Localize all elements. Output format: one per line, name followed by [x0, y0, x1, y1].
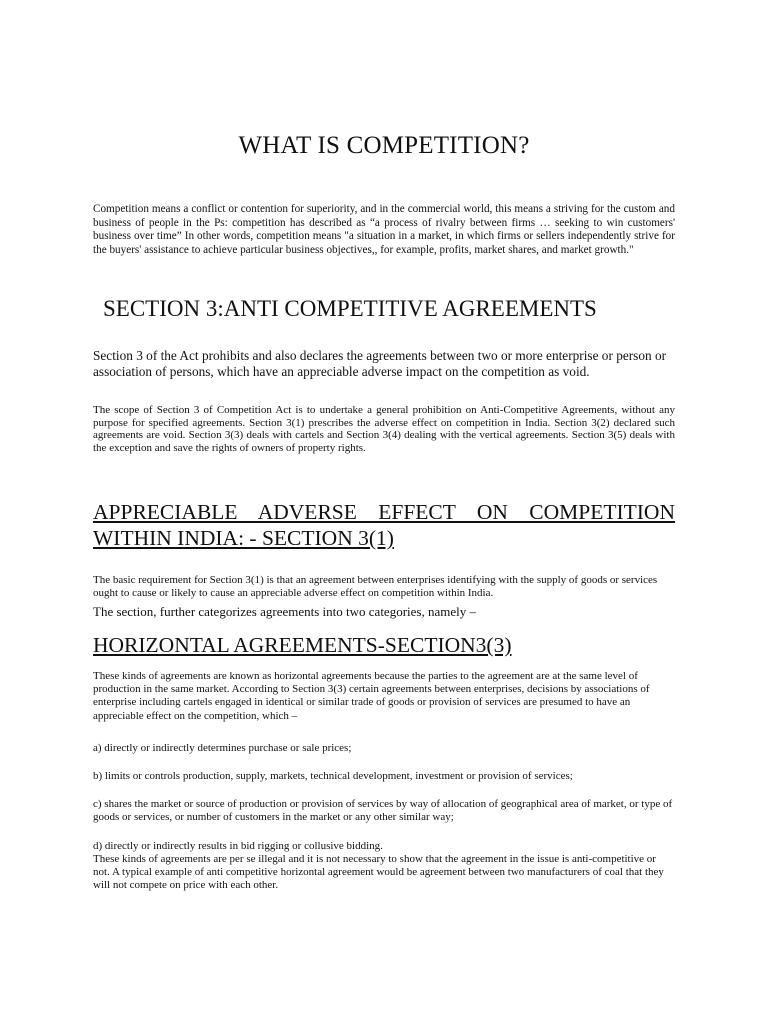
aaec-paragraph-1: The basic requirement for Section 3(1) is that an agreement between enterprises identifying with the supply of goods or services ought to cause or likely to cause an appreciable adverse effect on competition within India.: [93, 574, 658, 600]
list-item: c) shares the market or source of production or provision of services by way of allocation of geographical area of market, or type of goods or services, or number of customers in the market or any other similar way;: [93, 798, 673, 824]
section3-paragraph-2: The scope of Section 3 of Competition Act is to undertake a general prohibition on Anti-Competitive Agreements, without any purpose for specified agreements. Section 3(1) prescribes the adverse effect on competition in India. Section 3(2) declared such agreements are void. Section 3(3) deals with cartels and Section 3(4) dealing with the vertical agreements. Section 3(5) deals with the exception and save the rights of owners of property rights.: [93, 404, 675, 455]
section3-heading: SECTION 3:ANTI COMPETITIVE AGREEMENTS: [103, 296, 597, 321]
horizontal-agreements-heading: HORIZONTAL AGREEMENTS-SECTION3(3): [93, 633, 512, 657]
list-item: d) directly or indirectly results in bid rigging or collusive bidding.: [93, 840, 383, 852]
list-item: a) directly or indirectly determines purchase or sale prices;: [93, 742, 352, 754]
list-item: b) limits or controls production, supply, markets, technical development, investment or provision of services;: [93, 770, 573, 782]
closing-paragraph: These kinds of agreements are per se illegal and it is not necessary to show that the agreement in the issue is anti-competitive or not. A typical example of anti competitive horizontal agreement would be agreement between two manufacturers of coal that they will not compete on price with each other.: [93, 853, 664, 892]
section3-paragraph-1: Section 3 of the Act prohibits and also declares the agreements between two or more enterprise or person or association of persons, which have an appreciable adverse impact on the competition as void.: [93, 348, 667, 379]
page-title: WHAT IS COMPETITION?: [238, 132, 530, 159]
aaec-paragraph-2: The section, further categorizes agreements into two categories, namely –: [93, 604, 476, 619]
intro-paragraph: Competition means a conflict or contention for superiority, and in the commercial world, this means a striving for the custom and business of people in the Ps: competition has described as “a process of rivalry between firms … seeking to win customers' business over time” In other words, competition means "a situation in a market, in which firms or sellers independently strive for the buyers' assistance to achieve particular business objectives,, for example, profits, market shares, and market growth.": [93, 203, 675, 256]
aaec-heading: APPRECIABLE ADVERSE EFFECT ON COMPETITION WITHIN INDIA: - SECTION 3(1): [93, 500, 675, 550]
horizontal-paragraph: These kinds of agreements are known as horizontal agreements because the parties to the agreement are at the same level of production in the same market. According to Section 3(3) certain agreements between enterprises, decisions by associations of enterprise including cartels engaged in identical or similar trade of goods or provision of services are presumed to have an appreciable effect on the competition, which –: [93, 670, 650, 722]
